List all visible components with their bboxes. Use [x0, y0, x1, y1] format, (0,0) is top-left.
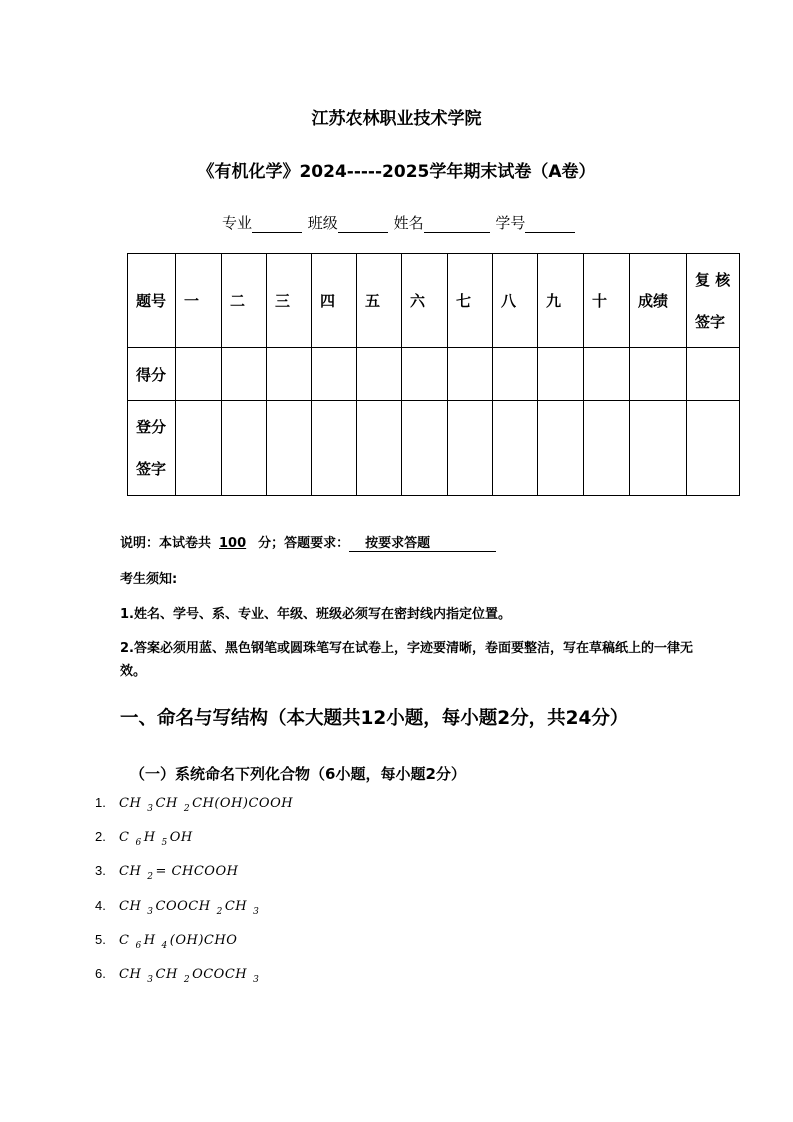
student-id-field[interactable] — [525, 218, 575, 233]
score-row-label: 得分 — [128, 348, 176, 401]
class-label: 班级 — [307, 214, 338, 232]
item-number: 6. — [95, 966, 106, 981]
column-header: 七 — [448, 254, 493, 348]
exam-title: 《有机化学》2024-----2025学年期末试卷（A卷） — [197, 162, 596, 182]
column-header: 二 — [222, 254, 267, 348]
major-field[interactable] — [252, 218, 302, 233]
section-title: 一、命名与写结构（本大题共12小题，每小题2分，共24分） — [120, 708, 629, 729]
total-points: 100 — [219, 536, 247, 551]
exam-description — [120, 532, 496, 552]
question-number-label: 题号 — [128, 254, 176, 348]
formula: C $_6$ H $_5$ OH — [119, 830, 193, 848]
list-item — [95, 829, 193, 848]
register-cell[interactable] — [402, 401, 448, 496]
list-item — [95, 795, 294, 814]
register-cell[interactable] — [222, 401, 267, 496]
total-score-header: 成绩 — [630, 254, 687, 348]
item-number: 2. — [95, 829, 106, 844]
score-cell[interactable] — [448, 348, 493, 401]
score-cell[interactable] — [312, 348, 357, 401]
register-cell[interactable] — [630, 401, 687, 496]
major-label: 专业 — [222, 214, 253, 232]
register-signature-label: 签字 — [136, 460, 167, 478]
list-item — [95, 863, 239, 882]
formula: CH $_2$ = CHCOOH — [119, 864, 239, 882]
formula: C $_6$ H $_4$ (OH)CHO — [119, 933, 238, 951]
score-cell[interactable] — [538, 348, 584, 401]
register-cell[interactable] — [312, 401, 357, 496]
register-cell[interactable] — [357, 401, 402, 496]
formula: CH $_3$ CH $_2$ CH(OH)COOH — [119, 796, 294, 814]
score-cell[interactable] — [267, 348, 312, 401]
column-header: 三 — [267, 254, 312, 348]
score-table — [127, 253, 740, 496]
score-row — [128, 348, 740, 401]
formula: CH $_3$ COOCH $_2$ CH $_3$ — [119, 899, 260, 917]
column-header: 十 — [584, 254, 630, 348]
column-header: 八 — [493, 254, 538, 348]
list-item — [95, 932, 238, 951]
register-row — [128, 401, 740, 496]
item-number: 4. — [95, 898, 106, 913]
student-info-line — [222, 212, 576, 233]
score-cell[interactable] — [402, 348, 448, 401]
score-cell[interactable] — [176, 348, 222, 401]
review-label: 复 核 — [695, 270, 731, 289]
register-cell[interactable] — [584, 401, 630, 496]
register-label: 登分 — [136, 418, 167, 436]
score-cell[interactable] — [222, 348, 267, 401]
column-header: 四 — [312, 254, 357, 348]
notice-item: 1.姓名、学号、系、专业、年级、班级必须写在密封线内指定位置。 — [120, 607, 511, 622]
register-cell[interactable] — [493, 401, 538, 496]
list-item — [95, 966, 261, 985]
score-cell[interactable] — [357, 348, 402, 401]
table-header-row — [128, 254, 740, 348]
register-cell[interactable] — [687, 401, 740, 496]
answer-requirement: 按要求答题 — [349, 532, 496, 552]
notice-heading: 考生须知: — [120, 572, 178, 587]
item-number: 5. — [95, 932, 106, 947]
register-cell[interactable] — [267, 401, 312, 496]
column-header: 一 — [176, 254, 222, 348]
name-field[interactable] — [424, 218, 490, 233]
register-row-label — [128, 401, 176, 496]
name-label: 姓名 — [393, 214, 424, 232]
formula: CH $_3$ CH $_2$ OCOCH $_3$ — [119, 967, 260, 985]
score-cell[interactable] — [493, 348, 538, 401]
school-name: 江苏农林职业技术学院 — [311, 109, 482, 129]
subsection-title: （一）系统命名下列化合物（6小题，每小题2分） — [130, 765, 466, 783]
score-cell[interactable] — [584, 348, 630, 401]
item-number: 3. — [95, 863, 106, 878]
column-header: 五 — [357, 254, 402, 348]
score-cell[interactable] — [630, 348, 687, 401]
signature-label: 签字 — [695, 312, 726, 331]
register-cell[interactable] — [176, 401, 222, 496]
student-id-label: 学号 — [495, 214, 526, 232]
column-header: 六 — [402, 254, 448, 348]
item-number: 1. — [95, 795, 106, 810]
column-header: 九 — [538, 254, 584, 348]
register-cell[interactable] — [448, 401, 493, 496]
description-prefix: 说明：本试卷共 — [120, 536, 212, 551]
class-field[interactable] — [338, 218, 388, 233]
notice-item: 2.答案必须用蓝、黑色钢笔或圆珠笔写在试卷上，字迹要清晰，卷面要整洁，写在草稿纸上的一律无效。 — [120, 641, 693, 679]
description-middle: 分；答题要求： — [258, 536, 350, 551]
list-item — [95, 898, 261, 917]
review-signature-header — [687, 254, 740, 348]
score-cell[interactable] — [687, 348, 740, 401]
register-cell[interactable] — [538, 401, 584, 496]
